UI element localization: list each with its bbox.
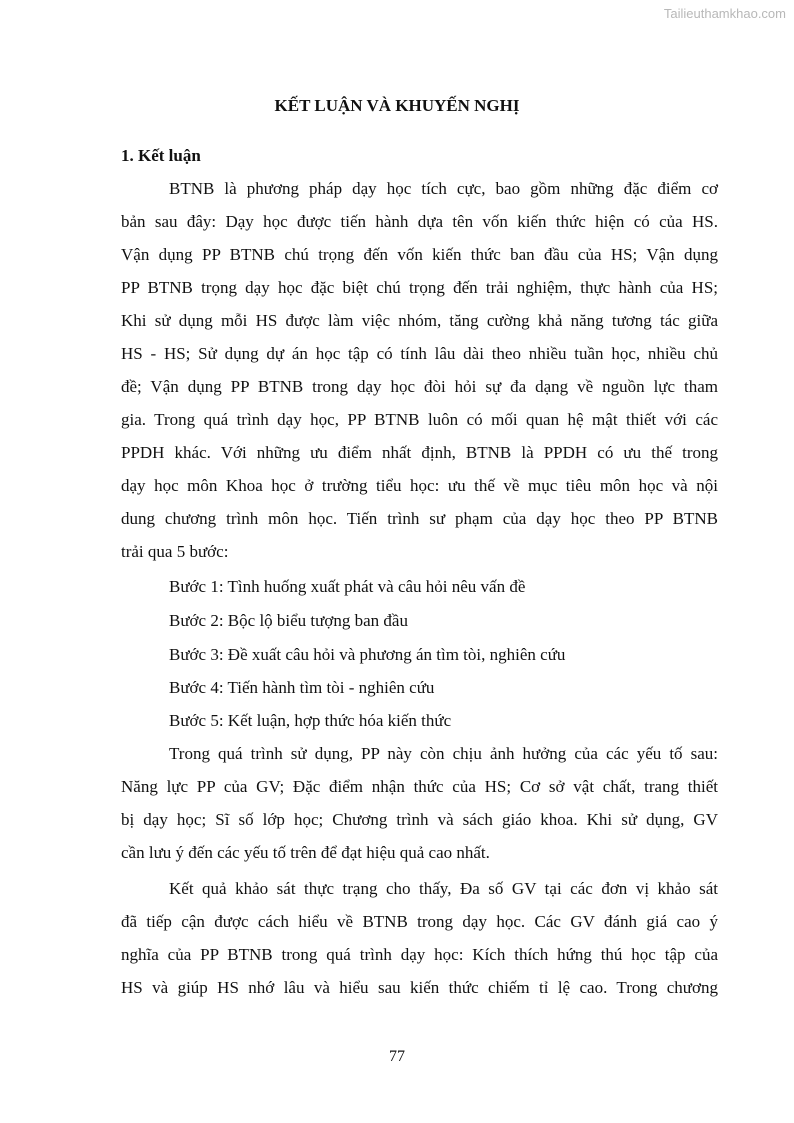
text-line: trải qua 5 bước:	[121, 542, 229, 561]
text-line: HS - HS; Sử dụng dự án học tập có tính lâu dài theo nhiều tuần học, nhiều chủ	[121, 344, 718, 363]
text-line: HS và giúp HS nhớ lâu và hiểu sau kiến thức chiếm tỉ lệ cao. Trong chương	[121, 978, 718, 997]
text-line: Năng lực PP của GV; Đặc điểm nhận thức của HS; Cơ sở vật chất, trang thiết	[121, 777, 718, 796]
text-line: Trong quá trình sử dụng, PP này còn chịu ảnh hưởng của các yếu tố sau:	[169, 744, 718, 763]
text-line: PPDH khác. Với những ưu điểm nhất định, BTNB là PPDH có ưu thế trong	[121, 443, 718, 462]
text-line: nghĩa của PP BTNB trong quá trình dạy học: Kích thích hứng thú học tập của	[121, 945, 718, 964]
text-line: cần lưu ý đến các yếu tố trên để đạt hiệu quả cao nhất.	[121, 843, 490, 862]
step-item: Bước 5: Kết luận, hợp thức hóa kiến thức	[169, 711, 452, 730]
text-line: bị dạy học; Sĩ số lớp học; Chương trình và sách giáo khoa. Khi sử dụng, GV	[121, 810, 718, 829]
step-item: Bước 3: Đề xuất câu hỏi và phương án tìm tòi, nghiên cứu	[169, 645, 566, 664]
text-line: PP BTNB trọng dạy học đặc biệt chú trọng đến trải nghiệm, thực hành của HS;	[121, 278, 718, 297]
step-item: Bước 4: Tiến hành tìm tòi - nghiên cứu	[169, 678, 435, 697]
text-line: đã tiếp cận được cách hiểu về BTNB trong dạy học. Các GV đánh giá cao ý	[121, 912, 718, 931]
page-title: KẾT LUẬN VÀ KHUYẾN NGHỊ	[274, 96, 520, 115]
section-heading: 1. Kết luận	[121, 146, 201, 165]
text-line: BTNB là phương pháp dạy học tích cực, bao gồm những đặc điểm cơ	[169, 179, 718, 198]
text-line: gia. Trong quá trình dạy học, PP BTNB luôn có mối quan hệ mật thiết với các	[121, 410, 718, 429]
text-line: bản sau đây: Dạy học được tiến hành dựa tên vốn kiến thức hiện có của HS.	[121, 212, 718, 231]
page-number: 77	[389, 1048, 405, 1065]
text-line: Kết quả khảo sát thực trạng cho thấy, Đa số GV tại các đơn vị khảo sát	[169, 879, 718, 898]
step-item: Bước 1: Tình huống xuất phát và câu hỏi nêu vấn đề	[169, 577, 526, 596]
step-item: Bước 2: Bộc lộ biểu tượng ban đầu	[169, 611, 408, 630]
watermark: Tailieuthamkhao.com	[663, 6, 786, 21]
text-line: Vận dụng PP BTNB chú trọng đến vốn kiến thức ban đầu của HS; Vận dụng	[121, 245, 718, 264]
text-line: dung chương trình môn học. Tiến trình sư phạm của dạy học theo PP BTNB	[121, 509, 718, 528]
text-line: Khi sử dụng mỗi HS được làm việc nhóm, tăng cường khả năng tương tác giữa	[121, 311, 718, 330]
text-line: đề; Vận dụng PP BTNB trong dạy học đòi hỏi sự đa dạng về nguồn lực tham	[121, 377, 718, 396]
text-line: dạy học môn Khoa học ở trường tiểu học: ưu thế về mục tiêu môn học và nội	[121, 476, 718, 495]
